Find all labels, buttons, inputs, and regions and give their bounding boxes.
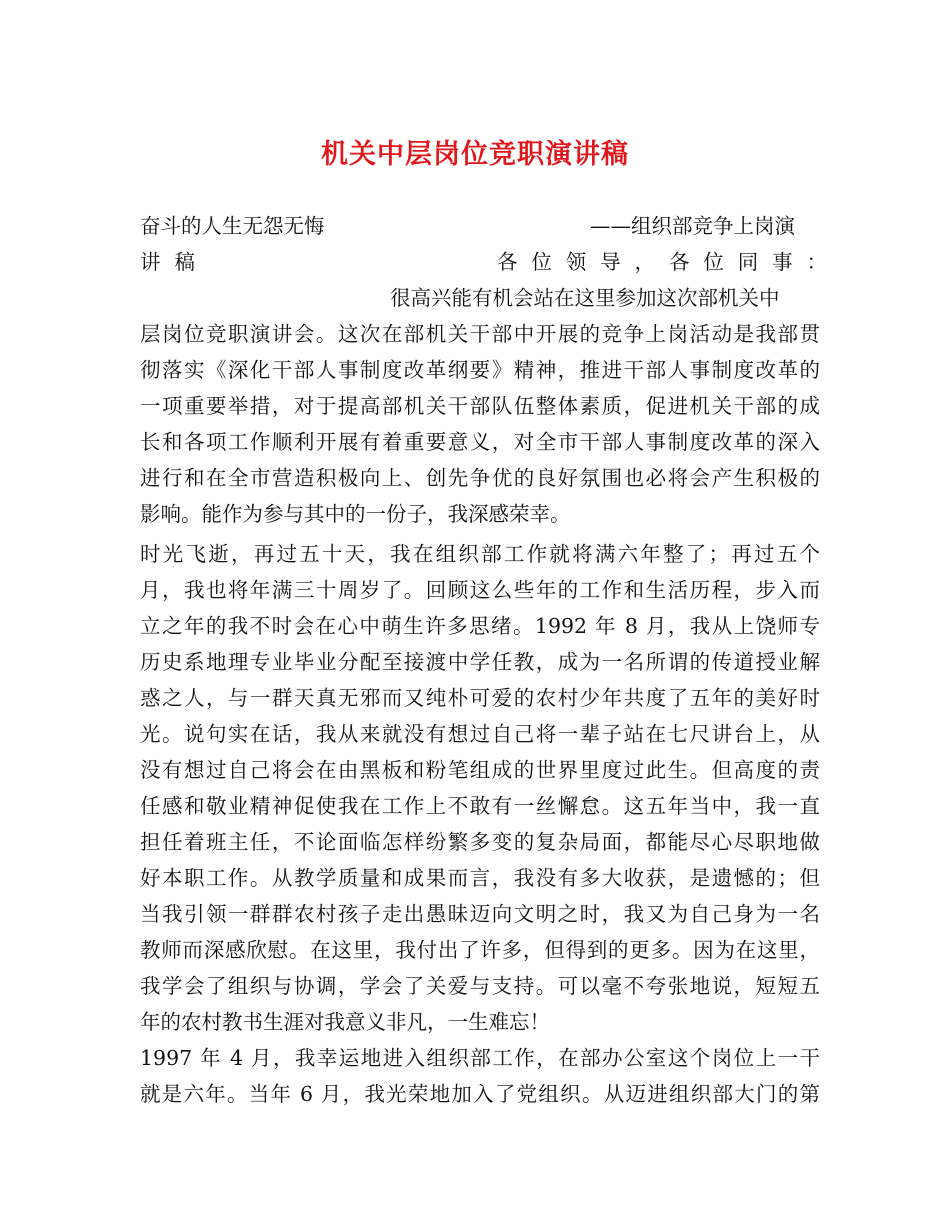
body-line: 任感和敬业精神促使我在工作上不敢有一丝懈怠。这五年当中，我一直 xyxy=(140,794,820,818)
body-line: 进行和在全市营造积极向上、创先争优的良好氛围也必将会产生积极的 xyxy=(140,466,820,490)
body-line: 影响。能作为参与其中的一份子，我深感荣幸。 xyxy=(140,502,571,526)
document-title: 机关中层岗位竞职演讲稿 xyxy=(321,139,629,170)
subtitle-continuation: 讲稿 xyxy=(140,250,209,274)
body-line: 历史系地理专业毕业分配至接渡中学任教，成为一名所谓的传道授业解 xyxy=(140,650,820,674)
body-line: 长和各项工作顺利开展有着重要意义，对全市干部人事制度改革的深入 xyxy=(140,430,820,454)
body-line: 一项重要举措，对于提高部机关干部队伍整体素质，促进机关干部的成 xyxy=(140,394,820,418)
body-line: 没有想过自己将会在由黑板和粉笔组成的世界里度过此生。但高度的责 xyxy=(140,758,820,782)
body-line: 很高兴能有机会站在这里参加这次部机关中 xyxy=(390,286,780,310)
subtitle-right: ——组织部竞争上岗演 xyxy=(590,214,795,238)
body-line: 担任着班主任，不论面临怎样纷繁多变的复杂局面，都能尽心尽职地做 xyxy=(140,830,820,854)
body-line: 彻落实《深化干部人事制度改革纲要》精神，推进干部人事制度改革的 xyxy=(140,358,820,382)
body-line: 月，我也将年满三十周岁了。回顾这么些年的工作和生活历程，步入而 xyxy=(140,578,820,602)
body-line: 年的农村教书生涯对我意义非凡，一生难忘！ xyxy=(140,1010,550,1034)
body-line: 当我引领一群群农村孩子走出愚昧迈向文明之时，我又为自己身为一名 xyxy=(140,902,820,926)
body-line: 光。说句实在话，我从来就没有想过自己将一辈子站在七尺讲台上，从 xyxy=(140,722,820,746)
body-line: 时光飞逝，再过五十天，我在组织部工作就将满六年整了；再过五个 xyxy=(140,542,820,566)
subtitle-left: 奋斗的人生无怨无悔 xyxy=(140,214,325,238)
body-line: 层岗位竞职演讲会。这次在部机关干部中开展的竞争上岗活动是我部贯 xyxy=(140,322,820,346)
body-line: 1997 年 4 月，我幸运地进入组织部工作，在部办公室这个岗位上一干 xyxy=(140,1046,820,1070)
body-line: 惑之人，与一群天真无邪而又纯朴可爱的农村少年共度了五年的美好时 xyxy=(140,686,820,710)
body-line: 好本职工作。从教学质量和成果而言，我没有多大收获，是遗憾的；但 xyxy=(140,866,820,890)
greeting: 各 位 领 导 ， 各 位 同 事 ： xyxy=(497,250,827,274)
body-line: 立之年的我不时会在心中萌生许多思绪。1992 年 8 月，我从上饶师专 xyxy=(140,614,820,638)
body-line: 教师而深感欣慰。在这里，我付出了许多，但得到的更多。因为在这里， xyxy=(140,938,820,962)
body-line: 我学会了组织与协调，学会了关爱与支持。可以毫不夸张地说，短短五 xyxy=(140,974,820,998)
body-line: 就是六年。当年 6 月，我光荣地加入了党组织。从迈进组织部大门的第 xyxy=(140,1082,820,1106)
